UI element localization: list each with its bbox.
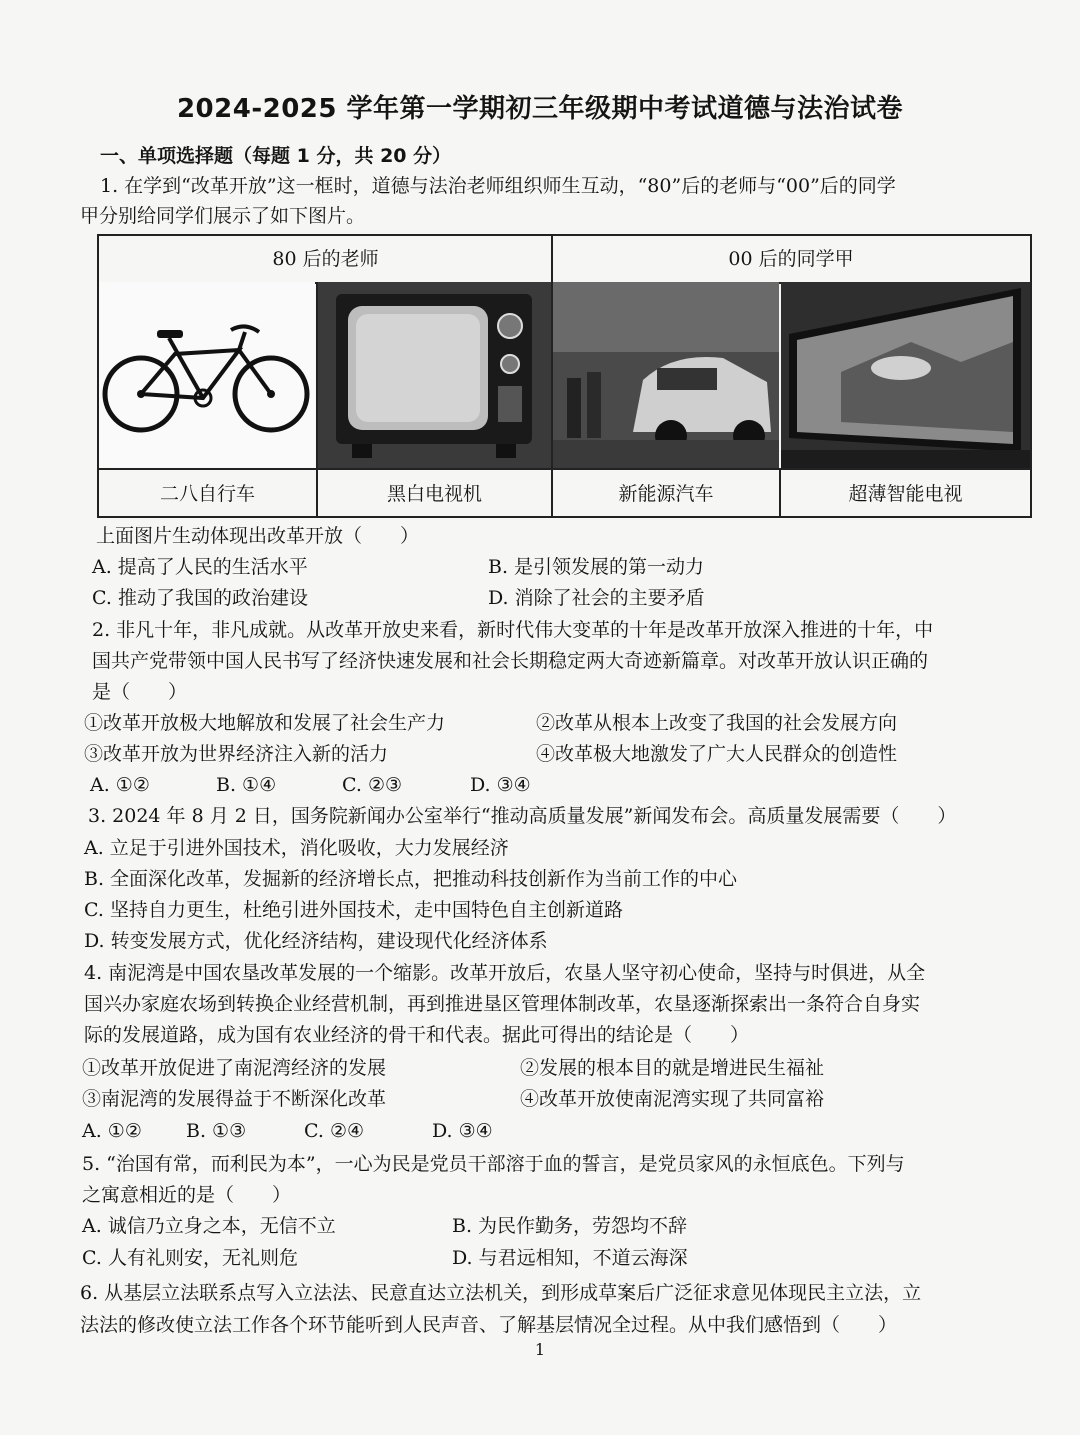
exam-title: 2024-2025 学年第一学期初三年级期中考试道德与法治试卷: [176, 94, 904, 124]
q5-text-line1: 5. “治国有常，而利民为本”，一心为民是党员干部溶于血的誓言，是党员家风的永恒底色。下列与: [82, 1153, 905, 1175]
q3-option-c: C. 坚持自力更生，杜绝引进外国技术，走中国特色自主创新道路: [84, 899, 623, 921]
q5-option-d: D. 与君远相知，不道云海深: [452, 1247, 688, 1269]
q4-option-b: B. ①③: [186, 1120, 247, 1142]
q4-statement-2: ②发展的根本目的就是增进民生福祉: [520, 1057, 825, 1079]
q3-text-line1: 3. 2024 年 8 月 2 日，国务院新闻办公室举行“推动高质量发展”新闻发布会。高质量发展需要（ ）: [88, 805, 957, 827]
q1-text-line1: 1. 在学到“改革开放”这一框时，道德与法治老师组织师生互动，“80”后的老师与“00”后的同学: [100, 175, 896, 197]
q6-text-line2: 法法的修改使立法工作各个环节能听到人民声音、了解基层情况全过程。从中我们感悟到（ ）: [80, 1314, 898, 1336]
black-white-tv-image: [318, 282, 551, 468]
q2-option-b: B. ①④: [216, 774, 277, 796]
caption-new-energy-car: 新能源汽车: [553, 468, 779, 518]
page-number: 1: [534, 1340, 546, 1359]
section-heading: 一、单项选择题（每题 1 分，共 20 分）: [100, 145, 452, 167]
q2-option-c: C. ②③: [342, 774, 403, 796]
q4-text-line3: 际的发展道路，成为国有农业经济的骨干和代表。据此可得出的结论是（ ）: [84, 1024, 750, 1046]
q3-option-b: B. 全面深化改革，发掘新的经济增长点，把推动科技创新作为当前工作的中心: [84, 868, 738, 890]
figure-header-student: 00 后的同学甲: [552, 236, 1030, 284]
bicycle-image: [99, 282, 315, 468]
q4-statement-4: ④改革开放使南泥湾实现了共同富裕: [520, 1088, 825, 1110]
q4-statement-3: ③南泥湾的发展得益于不断深化改革: [82, 1088, 387, 1110]
q4-option-c: C. ②④: [304, 1120, 365, 1142]
q1-option-b: B. 是引领发展的第一动力: [488, 556, 705, 578]
q2-text-line3: 是（ ）: [92, 681, 188, 703]
caption-black-white-tv: 黑白电视机: [318, 468, 551, 518]
q1-text-line2: 甲分别给同学们展示了如下图片。: [80, 205, 366, 227]
q2-statement-1: ①改革开放极大地解放和发展了社会生产力: [84, 712, 446, 734]
caption-smart-tv: 超薄智能电视: [781, 468, 1030, 518]
q1-option-d: D. 消除了社会的主要矛盾: [488, 587, 705, 609]
q5-option-b: B. 为民作勤务，劳怨均不辞: [452, 1215, 688, 1237]
q6-text-line1: 6. 从基层立法联系点写入立法法、民意直达立法机关，到形成草案后广泛征求意见体现民主立法，立: [80, 1282, 922, 1304]
q3-option-d: D. 转变发展方式，优化经济结构，建设现代化经济体系: [84, 930, 548, 952]
smart-tv-image: [781, 282, 1030, 468]
q5-text-line2: 之寓意相近的是（ ）: [82, 1184, 292, 1206]
q2-text-line1: 2. 非凡十年，非凡成就。从改革开放史来看，新时代伟大变革的十年是改革开放深入推进的十年，中: [92, 619, 934, 641]
q4-option-d: D. ③④: [432, 1120, 493, 1142]
q5-option-a: A. 诚信乃立身之本，无信不立: [82, 1215, 336, 1237]
q3-option-a: A. 立足于引进外国技术，消化吸收，大力发展经济: [84, 837, 509, 859]
figure-header-teacher: 80 后的老师: [99, 236, 552, 284]
q5-option-c: C. 人有礼则安，无礼则危: [82, 1247, 298, 1269]
q4-option-a: A. ①②: [82, 1120, 142, 1142]
q2-text-line2: 国共产党带领中国人民书写了经济快速发展和社会长期稳定两大奇迹新篇章。对改革开放认识正确的: [92, 650, 929, 672]
q1-stem: 上面图片生动体现出改革开放（ ）: [96, 525, 420, 547]
q2-statement-2: ②改革从根本上改变了我国的社会发展方向: [536, 712, 898, 734]
q4-text-line2: 国兴办家庭农场到转换企业经营机制，再到推进垦区管理体制改革，农垦逐渐探索出一条符合自身实: [84, 993, 921, 1015]
q1-option-c: C. 推动了我国的政治建设: [92, 587, 308, 609]
q2-option-a: A. ①②: [90, 774, 150, 796]
q1-figure-table: [97, 234, 1032, 518]
q4-text-line1: 4. 南泥湾是中国农垦改革发展的一个缩影。改革开放后，农垦人坚守初心使命，坚持与时俱进，从全: [84, 962, 926, 984]
q2-option-d: D. ③④: [470, 774, 531, 796]
q2-statement-3: ③改革开放为世界经济注入新的活力: [84, 743, 389, 765]
caption-bicycle: 二八自行车: [99, 468, 316, 518]
q2-statement-4: ④改革极大地激发了广大人民群众的创造性: [536, 743, 898, 765]
q4-statement-1: ①改革开放促进了南泥湾经济的发展: [82, 1057, 387, 1079]
new-energy-car-image: [553, 282, 779, 468]
q1-option-a: A. 提高了人民的生活水平: [92, 556, 308, 578]
